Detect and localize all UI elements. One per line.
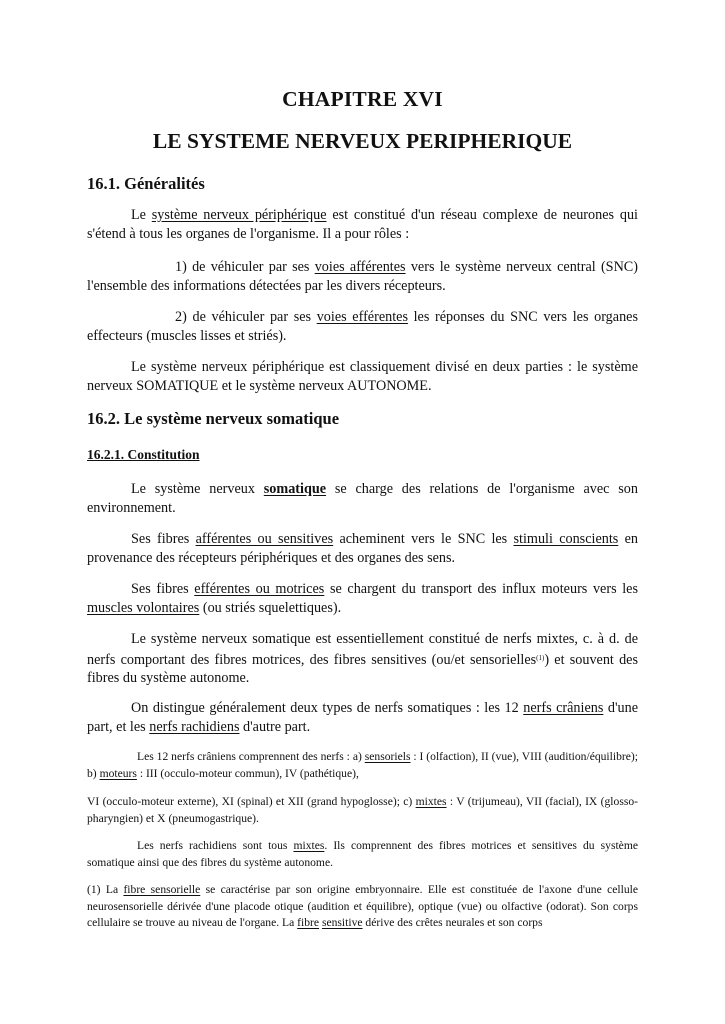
text: . Ils comprennent des fibres motrices et sensitives du système somatique ainsi que des fibres du système autonome. bbox=[87, 839, 638, 869]
underlined-term: nerfs crâniens bbox=[523, 700, 604, 716]
text: VI (occulo-moteur externe), XI (spinal) et XII (grand hypoglosse); c) bbox=[87, 795, 416, 808]
text: Ses fibres bbox=[131, 581, 195, 597]
text: Le système nerveux somatique est essentiellement constitué de nerfs mixtes, c. à d. de nerfs comportant des fibres motrices, des fibres sensitives (ou/et sensorielles bbox=[87, 631, 638, 668]
text: Le bbox=[131, 207, 152, 223]
underlined-term: fibre bbox=[297, 916, 320, 929]
section-heading-generalites: 16.1. Généralités bbox=[87, 174, 205, 193]
text: vers le système nerveux central (SNC) l'ensemble des informations détectées par les divers récepteurs. bbox=[87, 259, 638, 294]
underlined-term: sensitive bbox=[321, 916, 363, 929]
paragraph: Le système nerveux périphérique est classiquement divisé en deux parties : le système nerveux SOMATIQUE et le système nerveux AUTONOME. bbox=[87, 359, 638, 394]
text: d'autre part. bbox=[239, 718, 311, 735]
text: Les 12 nerfs crâniens comprennent des nerfs : a) bbox=[137, 750, 365, 763]
paragraph bbox=[87, 699, 638, 736]
bold-underlined-term: somatique bbox=[263, 481, 327, 497]
underlined-term: afférentes ou sensitives bbox=[195, 531, 334, 547]
underlined-term: voies efférentes bbox=[316, 309, 408, 325]
chapter-title: CHAPITRE XVI bbox=[282, 87, 443, 111]
text: Les nerfs rachidiens sont tous bbox=[137, 839, 294, 852]
underlined-term: stimuli conscients bbox=[513, 531, 619, 547]
underlined-term: sensoriels bbox=[364, 750, 411, 763]
text: On distingue généralement deux types de nerfs somatiques : les 12 bbox=[131, 700, 524, 716]
underlined-term: système nerveux périphérique bbox=[151, 207, 327, 223]
text: se caractérise par son origine embryonnaire. Elle est constituée de l'axone d'une cellule neurosensorielle dérivée d'une placode otique (audition et équilibre), optique (vue) ou olfactive (odorat). Son corps cellulaire se trouve au niveau de l'organe. La bbox=[87, 883, 638, 929]
paragraph bbox=[87, 206, 638, 243]
text: en provenance des récepteurs périphériques et des organes des sens. bbox=[87, 531, 638, 566]
text: d'une part, et les bbox=[87, 700, 638, 735]
paragraph bbox=[87, 480, 638, 517]
chapter-subtitle: LE SYSTEME NERVEUX PERIPHERIQUE bbox=[152, 129, 573, 153]
paragraph bbox=[87, 749, 638, 782]
text: 2) de véhiculer par ses bbox=[175, 309, 317, 325]
text: ) et souvent des fibres du système autonome. bbox=[87, 651, 638, 686]
underlined-term: nerfs rachidiens bbox=[149, 718, 240, 735]
paragraph bbox=[87, 838, 638, 871]
underlined-term: moteurs bbox=[99, 766, 137, 780]
underlined-term: efférentes ou motrices bbox=[194, 581, 325, 597]
paragraph bbox=[87, 794, 638, 827]
text: : V (trijumeau), VII (facial), IX (glosso-pharyngien) et X (pneumogastrique). bbox=[87, 795, 638, 825]
text: (ou striés squelettiques). bbox=[199, 599, 342, 616]
text: est constitué d'un réseau complexe de neurones qui s'étend à tous les organes de l'organisme. Il a pour rôles : bbox=[87, 207, 638, 242]
paragraph bbox=[87, 530, 638, 567]
paragraph bbox=[87, 580, 638, 617]
paragraph bbox=[87, 630, 638, 688]
subsection-heading-constitution: 16.2.1. Constitution bbox=[87, 447, 200, 462]
underlined-term: muscles volontaires bbox=[87, 599, 200, 616]
text: 1) de véhiculer par ses bbox=[175, 259, 315, 275]
text: se charge des relations de l'organisme avec son environnement. bbox=[87, 481, 638, 516]
underlined-term: voies afférentes bbox=[314, 259, 406, 275]
text: les réponses du SNC vers les organes effecteurs (muscles lisses et striés). bbox=[87, 309, 638, 344]
text: (1) La bbox=[87, 883, 124, 896]
text: Ses fibres bbox=[131, 531, 196, 547]
text: dérive des crêtes neurales et son corps bbox=[362, 916, 543, 929]
footnote bbox=[87, 882, 638, 932]
text: acheminent vers le SNC les bbox=[333, 531, 514, 547]
footnote-reference: (1) bbox=[536, 653, 545, 662]
section-heading-somatique: 16.2. Le système nerveux somatique bbox=[87, 409, 340, 428]
text: Le système nerveux bbox=[131, 481, 264, 497]
underlined-term: mixtes bbox=[415, 795, 447, 808]
underlined-term: fibre sensorielle bbox=[123, 883, 201, 896]
paragraph bbox=[87, 308, 638, 345]
underlined-term: mixtes bbox=[293, 839, 325, 852]
paragraph bbox=[87, 258, 638, 295]
text: : III (occulo-moteur commun), IV (pathétique), bbox=[136, 766, 359, 780]
text: se chargent du transport des influx moteurs vers les bbox=[324, 581, 638, 597]
text: : I (olfaction), II (vue), VIII (audition/équilibre); b) bbox=[87, 750, 638, 780]
